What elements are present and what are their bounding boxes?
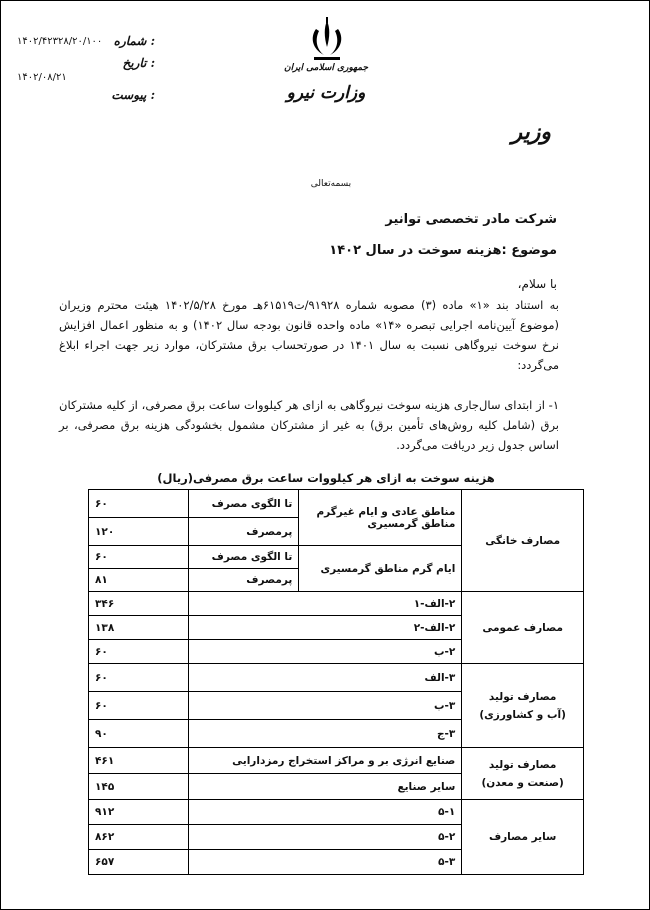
- value-cell: ۸۱: [89, 569, 189, 592]
- category-agriculture: [462, 664, 584, 748]
- category-agriculture-sub: (آب و کشاورزی): [479, 708, 566, 721]
- household-high-use: پرمصرف: [189, 518, 299, 546]
- category-agriculture-title: مصارف تولید: [488, 690, 557, 703]
- meta-attachment: پیوست :: [111, 88, 155, 102]
- row-label: سایر صنایع: [189, 774, 462, 800]
- meta-number: شماره : ۱۴۰۲/۴۲۳۲۸/۲۰/۱۰۰: [17, 34, 155, 48]
- greeting: با سلام،: [517, 277, 557, 291]
- body-paragraph-1: به استناد بند «۱» ماده (۳) مصوبه شماره ۹۱۹۲۸/ت۶۱۵۱۹هـ مورخ ۱۴۰۲/۵/۲۸ هیئت محترم وزیران (موضوع آیین‌نامه اجرایی تبصره «۱۴» ماده واحده قانون بودجه سال ۱۴۰۲) و به منظور اعمال افزایش نرخ سوخت نیروگاهی نسبت به سال ۱۴۰۱ در صورتحساب برق مشترکان، موارد زیر جهت اجراء ابلاغ می‌گردد:: [59, 298, 559, 372]
- category-household: مصارف خانگی: [462, 490, 584, 592]
- household-below-pattern: تا الگوی مصرف: [189, 546, 299, 569]
- value-cell: ۶۰: [89, 664, 189, 692]
- subject-line: موضوع :هزینه سوخت در سال ۱۴۰۲: [329, 243, 557, 258]
- iran-emblem-icon: [302, 15, 352, 65]
- value-cell: ۹۱۲: [89, 800, 189, 825]
- table-row: [89, 748, 584, 774]
- fuel-cost-table: [88, 489, 584, 875]
- value-cell: ۳۴۶: [89, 592, 189, 616]
- value-cell: ۱۳۸: [89, 616, 189, 640]
- row-label: ۵-۳: [189, 850, 462, 875]
- row-label: ۲-الف-۱: [189, 592, 462, 616]
- value-cell: ۴۶۱: [89, 748, 189, 774]
- republic-label: جمهوری اسلامی ایران: [283, 63, 369, 73]
- body-paragraph-2: ۱- از ابتدای سال‌جاری هزینه سوخت نیروگاهی به ازای هر کیلووات ساعت برق مصرفی، از کلیه مشترکان برق (شامل کلیه روش‌های تأمین برق) به غیر از مشترکان مشمول بخشودگی هزینه برق مصرفی، بر اساس جدول زیر دریافت می‌گردد.: [59, 398, 559, 452]
- household-high-use: پرمصرف: [189, 569, 299, 592]
- value-cell: ۸۶۲: [89, 825, 189, 850]
- value-cell: ۱۴۵: [89, 774, 189, 800]
- table-row: [89, 592, 584, 616]
- value-cell: ۶۰: [89, 640, 189, 664]
- value-cell: ۶۰: [89, 490, 189, 518]
- row-label: ۲-ب: [189, 640, 462, 664]
- category-industry-title: مصارف تولید: [488, 758, 557, 771]
- basmala: بسمه‌تعالی: [310, 179, 352, 189]
- household-below-pattern: تا الگوی مصرف: [189, 490, 299, 518]
- ministry-label: وزارت نیرو: [286, 83, 366, 103]
- meta-date-value: ۱۴۰۲/۰۸/۲۱: [17, 72, 67, 83]
- signatory-title: وزیر: [511, 119, 551, 145]
- value-cell: ۶۰: [89, 546, 189, 569]
- meta-date: تاریخ : ۱۴۰۲/۰۸/۲۱: [17, 56, 155, 83]
- category-other: سایر مصارف: [462, 800, 584, 875]
- value-cell: ۶۵۷: [89, 850, 189, 875]
- category-industry-sub: (صنعت و معدن): [481, 776, 564, 789]
- row-label: ۳-ج: [189, 720, 462, 748]
- row-label: صنایع انرژی بر و مراکز استخراج رمزدارایی: [189, 748, 462, 774]
- table-row: [89, 490, 584, 518]
- addressee: شرکت مادر تخصصی توانیر: [385, 212, 557, 227]
- value-cell: ۶۰: [89, 692, 189, 720]
- row-label: ۳-الف: [189, 664, 462, 692]
- row-label: ۵-۱: [189, 800, 462, 825]
- category-general: مصارف عمومی: [462, 592, 584, 664]
- value-cell: ۹۰: [89, 720, 189, 748]
- table-row: [89, 664, 584, 692]
- row-label: ۳-ب: [189, 692, 462, 720]
- row-label: ۲-الف-۲: [189, 616, 462, 640]
- household-hot-region: ایام گرم مناطق گرمسیری: [299, 546, 462, 592]
- table-title: هزینه سوخت به ازای هر کیلووات ساعت برق مصرفی(ریال): [157, 471, 495, 485]
- row-label: ۵-۲: [189, 825, 462, 850]
- category-industry: [462, 748, 584, 800]
- table-row: [89, 800, 584, 825]
- value-cell: ۱۲۰: [89, 518, 189, 546]
- household-normal-region: مناطق عادی و ایام غیرگرم مناطق گرمسیری: [299, 490, 462, 546]
- meta-number-value: ۱۴۰۲/۴۲۳۲۸/۲۰/۱۰۰: [17, 36, 103, 47]
